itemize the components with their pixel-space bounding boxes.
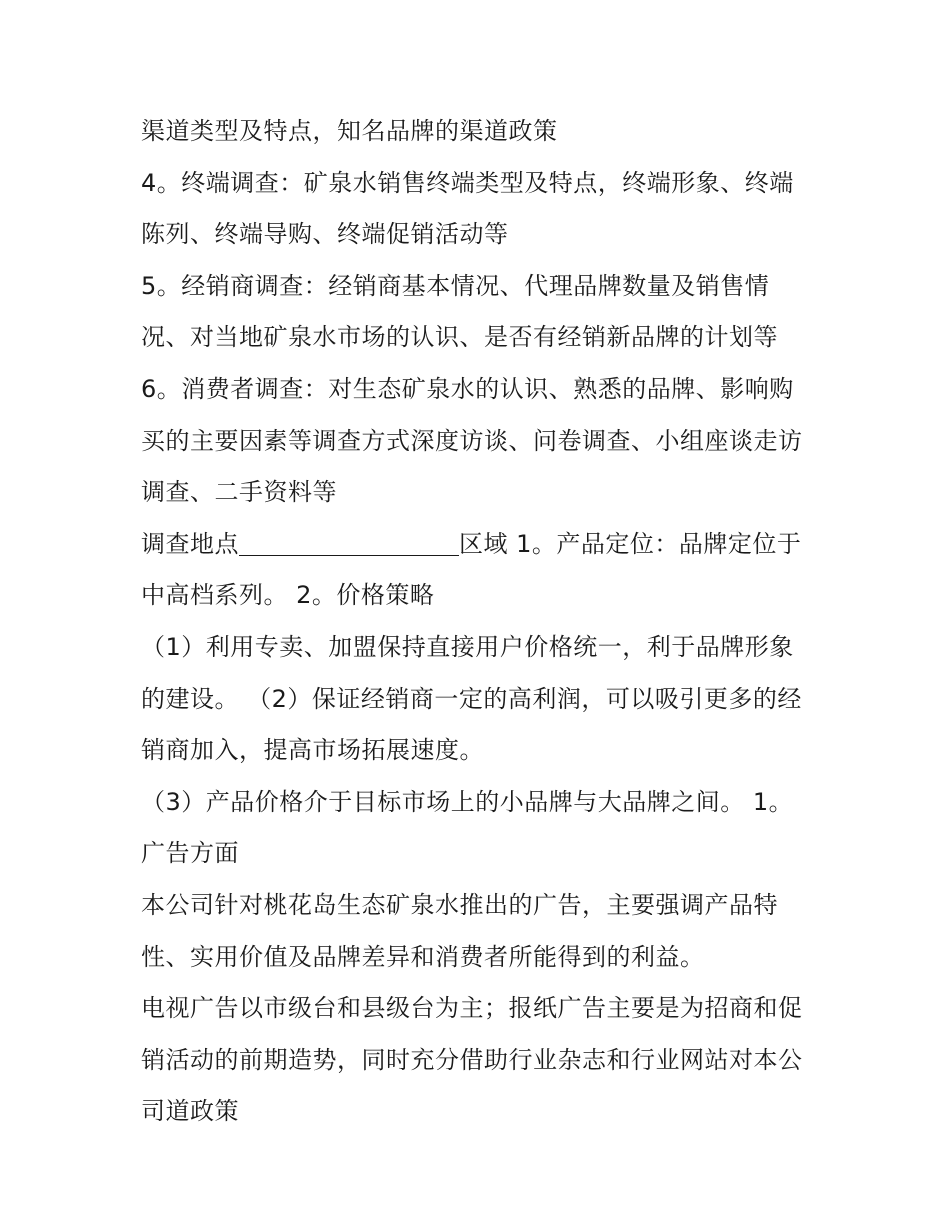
text-line: （1）利用专卖、加盟保持直接用户价格统一，利于品牌形象 (141, 632, 794, 661)
text-line: 5。经销商调查：经销商基本情况、代理品牌数量及销售情 (141, 271, 770, 300)
text-line: 陈列、终端导购、终端促销活动等 (141, 220, 509, 249)
survey-location-rest: 区域 1。产品定位：品牌定位于 (459, 529, 802, 558)
text-line: 渠道类型及特点，知名品牌的渠道政策 (141, 117, 558, 145)
text-line: 电视广告以市级台和县级台为主；报纸广告主要是为招商和促 (141, 994, 803, 1023)
text-line: 4。终端调查：矿泉水销售终端类型及特点，终端形象、终端 (141, 168, 794, 197)
text-line: 中高档系列。 2。价格策略 (141, 581, 435, 610)
text-line: 司道政策 (141, 1097, 239, 1126)
survey-location-label: 调查地点 (141, 529, 239, 558)
text-line: 的建设。 （2）保证经销商一定的高利润，可以吸引更多的经 (141, 684, 802, 713)
survey-location-line (141, 519, 821, 571)
document-body (141, 106, 821, 1138)
text-line: 销商加入，提高市场拓展速度。 (141, 736, 484, 765)
text-line: 买的主要因素等调查方式深度访谈、问卷调查、小组座谈走访 (141, 426, 803, 455)
text-line: 本公司针对桃花岛生态矿泉水推出的广告，主要强调产品特 (141, 890, 778, 919)
text-line: 调查、二手资料等 (141, 478, 337, 507)
text-line: 销活动的前期造势，同时充分借助行业杂志和行业网站对本公 (141, 1045, 803, 1074)
text-line: 广告方面 (141, 839, 239, 868)
fill-in-blank (239, 533, 459, 556)
text-line: 况、对当地矿泉水市场的认识、是否有经销新品牌的计划等 (141, 323, 778, 352)
text-line: 性、实用价值及品牌差异和消费者所能得到的利益。 (141, 942, 705, 971)
text-line: 6。消费者调查：对生态矿泉水的认识、熟悉的品牌、影响购 (141, 374, 794, 403)
text-line: （3）产品价格介于目标市场上的小品牌与大品牌之间。 1。 (141, 787, 794, 816)
